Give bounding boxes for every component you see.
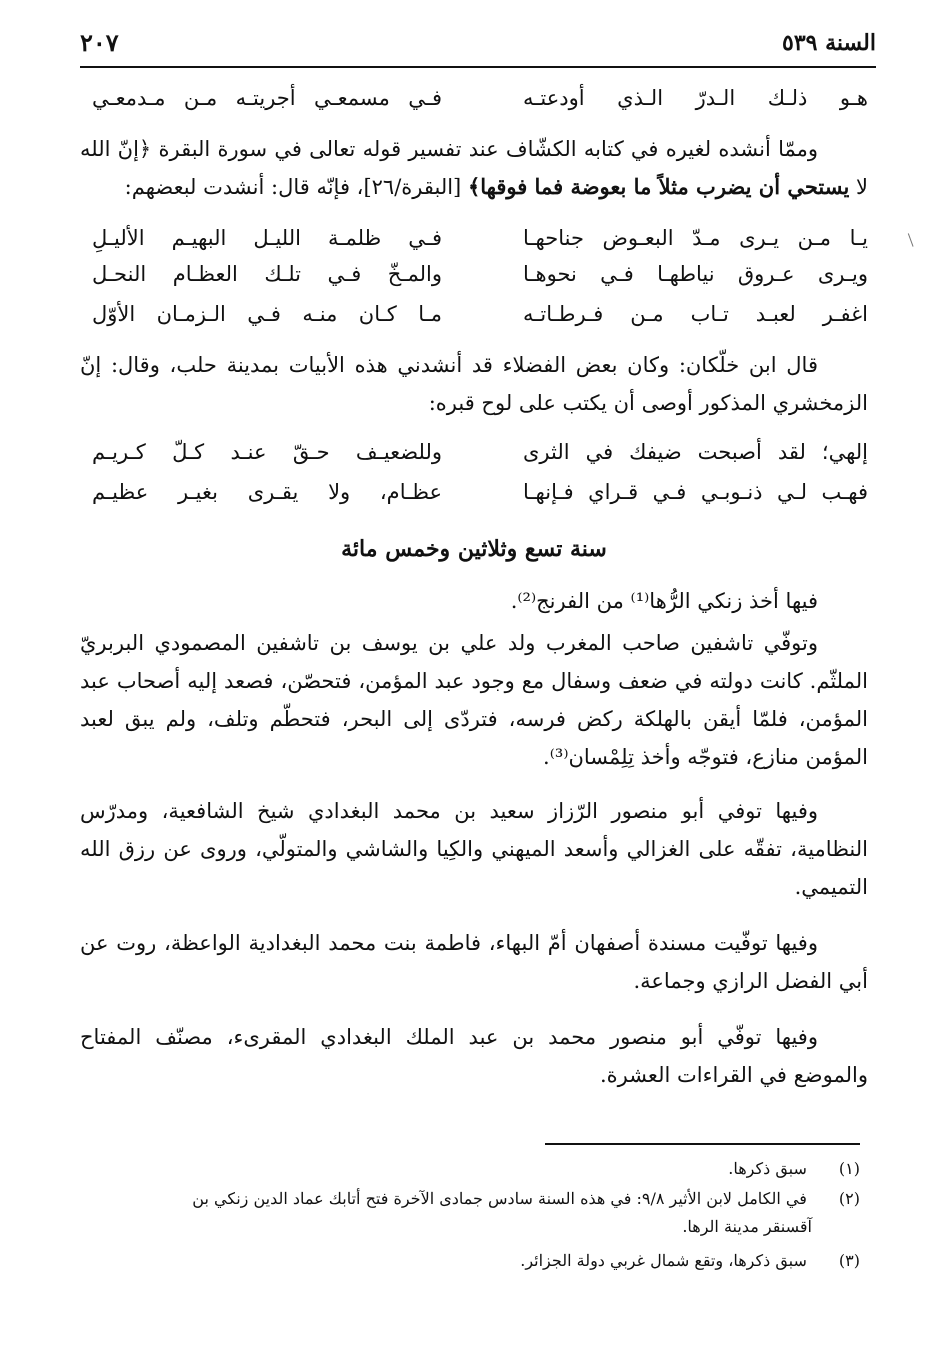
verse-first-hemistich: فهـب لـي ذنـوبـي فـي قـراي فـإنهـا — [523, 480, 868, 504]
footnote — [80, 1156, 860, 1182]
verse-second-hemistich: فـي ظلمـة الليـل البهيـم الأليـلِ — [92, 226, 442, 250]
verse-second-hemistich: والمـخّ فـي تلـك العظـام النحـل — [92, 262, 442, 286]
verse-first-hemistich: إلهي؛ لقد أصبحت ضيفك في الثرى — [523, 440, 868, 464]
margin-mark — [908, 231, 919, 247]
section-heading: سنة تسع وثلاثين وخمس مائة — [341, 536, 607, 562]
paragraph-razzaz: وفيها توفي أبو منصور الرّزاز سعيد بن محمد البغدادي شيخ الشافعية، ومدرّس النظامية، تفقّه على الغزالي وأسعد الميهني والكِيا والشاشي والمتولّي، وروى عن رزق الله التميمي. — [80, 799, 868, 899]
running-title: السنة ٥٣٩ — [782, 30, 876, 56]
paragraph-tashfin: وتوفّي تاشفين صاحب المغرب ولد علي بن يوسف بن تاشفين المصمودي البربريّ الملثّم. كانت دولته في ضعف وسفال مع وجود عبد المؤمن، فتحصّن، فصعد إليه أصحاب عبد المؤمن، فلمّا أيقن بالهلكة ركض فرسه، فتردّى إلى البحر، فتحطّم وتلف، ولم يبق لعبد المؤمن منازع، فتوجّه وأخذ تِلِمْسان⁽³⁾. — [80, 631, 868, 769]
verse-line — [92, 256, 868, 292]
verse-first-hemistich: يـا مـن يـرى مـدّ البعـوض جناحهـا — [523, 226, 868, 250]
verse-first-hemistich: ويـرى عـروق نياطهـا فـي نحوهـا — [523, 262, 868, 286]
verse-first-hemistich: اغفـر لعبـد تـاب مـن فـرطـاتـه — [523, 302, 868, 326]
verse-line — [92, 474, 868, 510]
footnote-continuation: آقسنقر مدينة الرها. — [682, 1217, 812, 1236]
paragraph-fatima: وفيها توفّيت مسندة أصفهان أمّ البهاء، فاطمة بنت محمد البغدادية الواعظة، روت عن أبي الفضل الرازي وجماعة. — [80, 931, 868, 993]
verse-line — [92, 296, 868, 332]
footnote-number: (٢) — [838, 1189, 860, 1208]
verse-line — [92, 80, 868, 116]
verse-second-hemistich: عظـام، ولا يقـرى بغيـر عظيـم — [92, 480, 442, 504]
paragraph-kashshaf — [80, 130, 868, 206]
verse-first-hemistich: هـو ذلـك الـدرّ الـذي أودعتـه — [523, 86, 868, 110]
footnote-text: في الكامل لابن الأثير ٩/٨: في هذه السنة سادس جمادى الآخرة فتح أتابك عماد الدين زنكي بن — [192, 1189, 807, 1208]
verse-second-hemistich: فـي مسمعـي أجريتـه مـن مـدمعـي — [92, 86, 442, 110]
footnote-divider — [545, 1143, 860, 1145]
verse-line — [92, 434, 868, 470]
paragraph-zanki: فيها أخذ زنكي الرُّها⁽¹⁾ من الفرنج⁽²⁾. — [510, 589, 818, 613]
page-number: ٢٠٧ — [80, 28, 119, 57]
footnote-number: (١) — [838, 1159, 860, 1178]
footnote — [80, 1248, 860, 1274]
paragraph-text: وممّا أنشده لغيره في كتابه الكشّاف عند تفسير قوله تعالى في سورة البقرة ﴿إنّ الله لا — [80, 137, 868, 199]
verse-second-hemistich: وللضعيـف حـقّ عنـد كـلّ كـريـم — [92, 440, 442, 464]
page-header — [80, 26, 876, 68]
verse-second-hemistich: مـا كـان منـه فـي الـزمـان الأوّل — [92, 302, 442, 326]
footnote — [80, 1186, 860, 1212]
paragraph-muqri: وفيها توفّي أبو منصور محمد بن عبد الملك البغدادي المقرىء، مصنّف المفتاح والموضع في القراءات العشرة. — [80, 1025, 868, 1087]
verse-line — [92, 220, 868, 256]
footnote-text: سبق ذكرها. — [728, 1159, 807, 1178]
quran-quote: يستحي أن يضرب مثلاً ما بعوضة فما فوقها﴾ — [467, 174, 850, 199]
paragraph-text: [البقرة/٢٦]، فإنّه قال: أنشدت لبعضهم: — [124, 175, 468, 199]
paragraph-ibn-khallikan: قال ابن خلّكان: وكان بعض الفضلاء قد أنشدني هذه الأبيات بمدينة حلب، وقال: إنّ الزمخشري المذكور أوصى أن يكتب على لوح قبره: — [80, 353, 868, 415]
footnote-text: سبق ذكرها، وتقع شمال غربي دولة الجزائر. — [520, 1251, 807, 1270]
footnote-number: (٣) — [838, 1251, 860, 1270]
